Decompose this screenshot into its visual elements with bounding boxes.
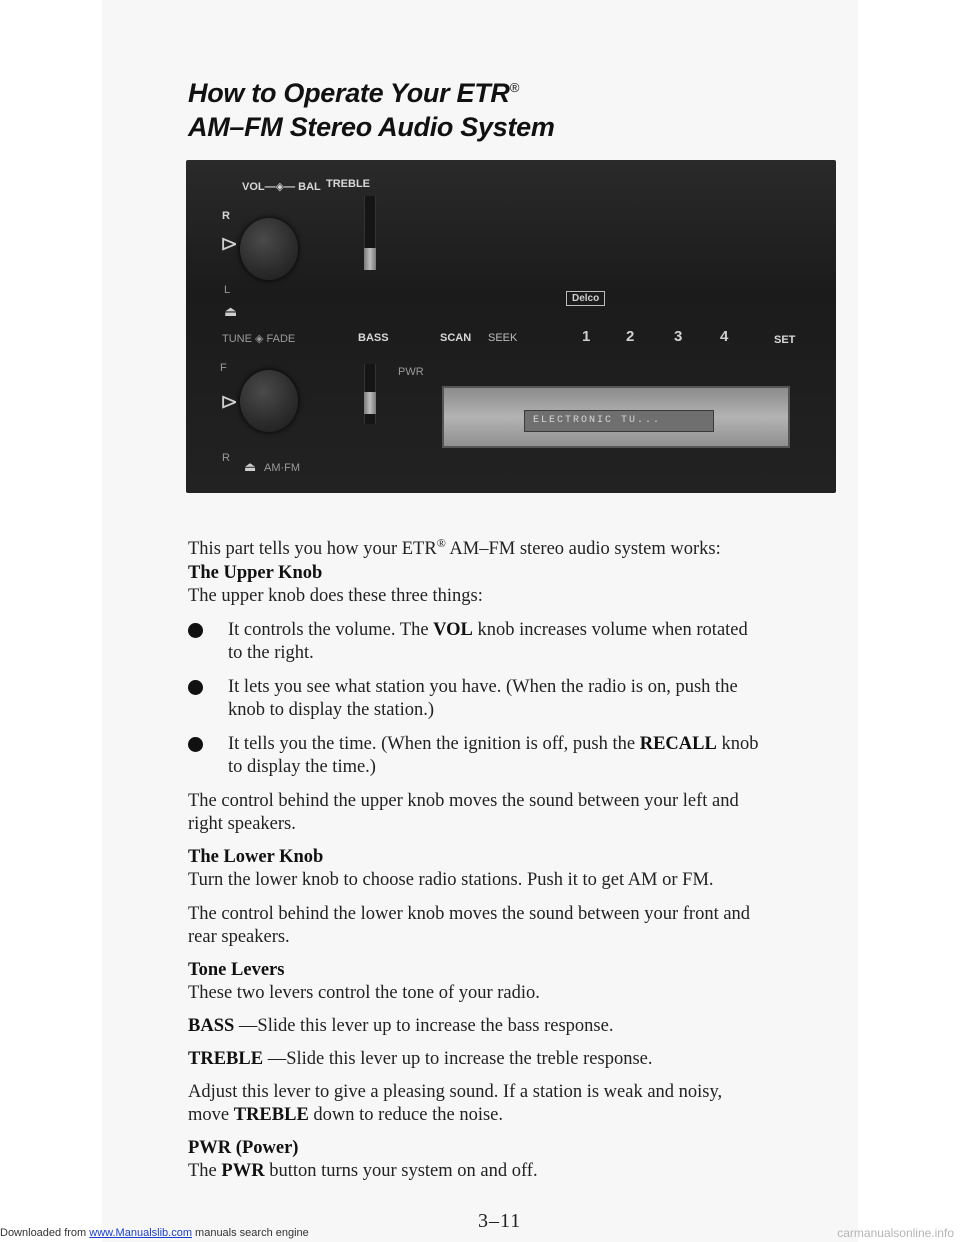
lower-knob-text: Turn the lower knob to choose radio stations. Push it to get AM or FM. bbox=[188, 870, 714, 890]
treble-lever-track bbox=[364, 196, 376, 256]
upper-knob-heading: The Upper Knob bbox=[188, 563, 323, 583]
power-heading: PWR (Power) bbox=[188, 1138, 299, 1158]
bullet-icon bbox=[188, 737, 203, 752]
lower-knob-behind-paragraph: The control behind the lower knob moves the sound between your front and rear speakers. bbox=[188, 904, 751, 947]
recall-icon: ⏏ bbox=[224, 304, 238, 320]
bass-label: BASS bbox=[358, 332, 389, 344]
upper-knob-behind-paragraph: The control behind the upper knob moves the sound between your left and right speakers. bbox=[188, 791, 739, 834]
lower-knob-heading: The Lower Knob bbox=[188, 847, 324, 867]
upper-knob-bullet-1: It controls the volume. The VOL knob increases volume when rotated to the right. bbox=[228, 620, 748, 663]
am-fm-icon: ⏏ bbox=[244, 460, 257, 475]
page-title-line2: AM–FM Stereo Audio System bbox=[188, 112, 555, 142]
manualslib-link[interactable]: www.Manualslib.com bbox=[89, 1227, 192, 1239]
tone-levers-heading: Tone Levers bbox=[188, 960, 285, 980]
treble-label: TREBLE bbox=[326, 178, 370, 190]
fade-arrow-icon: ⊳ bbox=[220, 390, 239, 415]
tape-display-window bbox=[442, 386, 790, 448]
balance-arrow-icon: ⊳ bbox=[220, 232, 239, 257]
intro-paragraph: This part tells you how your ETR® AM–FM stereo audio system works: bbox=[188, 536, 721, 560]
vol-bal-label: VOL—◈— BAL bbox=[242, 181, 321, 193]
preset-4: 4 bbox=[720, 328, 729, 345]
upper-knob bbox=[240, 218, 298, 280]
front-indicator: F bbox=[220, 362, 227, 374]
radio-faceplate-image bbox=[186, 160, 836, 493]
upper-knob-bullet-2: It lets you see what station you have. (When the radio is on, push the knob to display the station.) bbox=[228, 677, 738, 720]
display-readout: ELECTRONIC TU... bbox=[524, 410, 714, 432]
seek-label: SEEK bbox=[488, 332, 518, 344]
preset-1: 1 bbox=[582, 328, 591, 345]
bullet-icon bbox=[188, 680, 203, 695]
download-footer: Downloaded from www.Manualslib.com manuals search engine bbox=[0, 1227, 309, 1239]
registered-mark: ® bbox=[509, 80, 519, 95]
set-label: SET bbox=[774, 334, 796, 346]
upper-knob-lead: The upper knob does these three things: bbox=[188, 586, 483, 606]
treble-lever bbox=[364, 248, 376, 270]
power-text: The PWR button turns your system on and off. bbox=[188, 1161, 538, 1181]
pwr-label: PWR bbox=[398, 366, 424, 378]
treble-description: TREBLE —Slide this lever up to increase the treble response. bbox=[188, 1049, 653, 1069]
bass-lever bbox=[364, 392, 376, 414]
right-indicator-top: R bbox=[222, 210, 230, 222]
preset-3: 3 bbox=[674, 328, 683, 345]
page-title-line1: How to Operate Your ETR® bbox=[188, 78, 519, 108]
bass-description: BASS —Slide this lever up to increase the bass response. bbox=[188, 1016, 614, 1036]
rear-indicator: R bbox=[222, 452, 230, 464]
adjust-paragraph: Adjust this lever to give a pleasing sound. If a station is weak and noisy, move TREBLE down to reduce the noise. bbox=[188, 1082, 723, 1125]
left-indicator-top: L bbox=[224, 284, 231, 296]
watermark: carmanualsonline.info bbox=[837, 1226, 954, 1240]
tone-levers-text: These two levers control the tone of your radio. bbox=[188, 983, 540, 1003]
delco-badge: Delco bbox=[566, 291, 605, 306]
upper-knob-bullet-3: It tells you the time. (When the ignition is off, push the RECALL knob to display the time.) bbox=[228, 734, 759, 777]
lower-knob bbox=[240, 370, 298, 432]
scan-label: SCAN bbox=[440, 332, 472, 344]
am-fm-label: AM·FM bbox=[264, 462, 301, 474]
bullet-icon bbox=[188, 623, 203, 638]
preset-2: 2 bbox=[626, 328, 635, 345]
page-number: 3–11 bbox=[478, 1210, 522, 1232]
tune-fade-label: TUNE ◈ FADE bbox=[222, 333, 296, 345]
